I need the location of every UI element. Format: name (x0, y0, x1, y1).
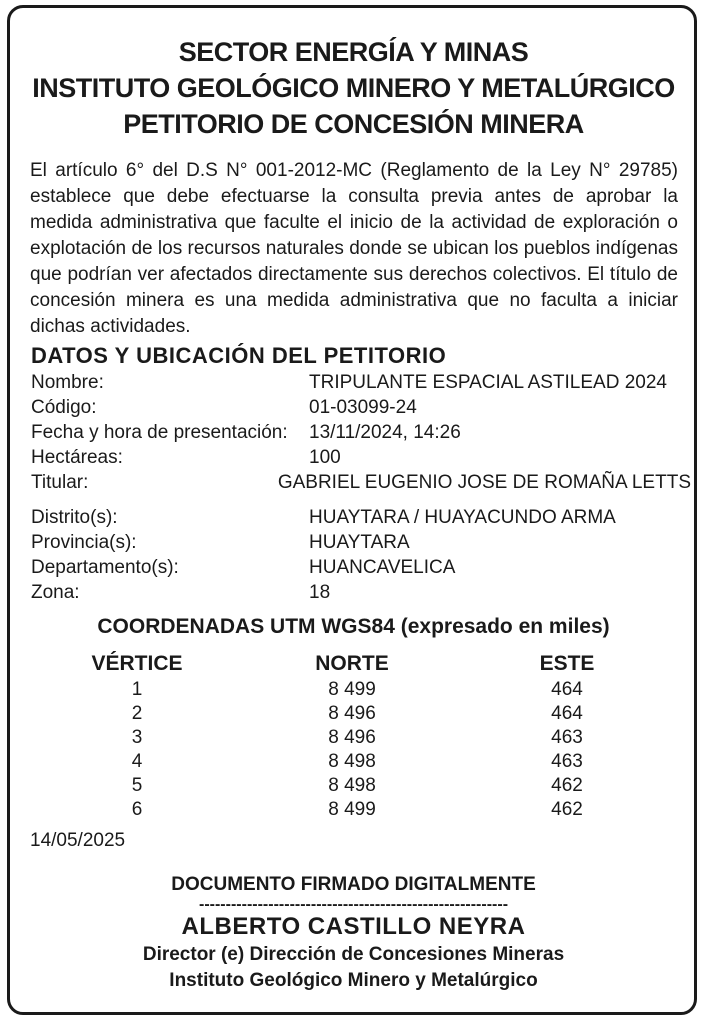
field-value: HUANCAVELICA (309, 557, 456, 578)
section-title: DATOS Y UBICACIÓN DEL PETITORIO (31, 343, 447, 368)
header-institute: INSTITUTO GEOLÓGICO MINERO Y METALÚRGICO (32, 73, 675, 103)
table-row (0, 750, 707, 774)
table-row (0, 678, 707, 702)
field-row-distrito (31, 505, 691, 530)
field-label: Código: (31, 397, 97, 418)
coordinates-header-row (0, 650, 707, 678)
field-row-hectareas (31, 445, 691, 470)
signer-institution: Instituto Geológico Minero y Metalúrgico (169, 970, 538, 991)
table-row (0, 774, 707, 798)
norte-cell: 8 496 (328, 703, 376, 724)
field-value: 18 (309, 582, 331, 603)
signature-line: ---------------------------------------------------------- (198, 898, 509, 912)
header-sector: SECTOR ENERGÍA Y MINAS (178, 37, 529, 67)
field-gap (31, 495, 691, 505)
signer-name: ALBERTO CASTILLO NEYRA (181, 913, 526, 940)
notice-header (0, 34, 707, 142)
field-label: Distrito(s): (31, 507, 118, 528)
vertice-cell: 4 (131, 751, 143, 772)
field-row-nombre (31, 370, 691, 395)
field-label: Zona: (31, 582, 80, 603)
vertice-cell: 2 (131, 703, 143, 724)
field-row-codigo (31, 395, 691, 420)
field-value: 01-03099-24 (309, 397, 417, 418)
field-label: Fecha y hora de presentación: (31, 422, 288, 443)
field-value: GABRIEL EUGENIO JOSE DE ROMAÑA LETTS (277, 472, 691, 493)
header-norte: NORTE (315, 652, 389, 675)
vertice-cell: 3 (131, 727, 143, 748)
header-vertice: VÉRTICE (91, 652, 183, 675)
norte-cell: 8 498 (328, 751, 376, 772)
norte-cell: 8 496 (328, 727, 376, 748)
este-cell: 462 (551, 775, 583, 796)
field-row-titular (31, 470, 691, 495)
signature-block (0, 872, 707, 994)
field-label: Titular: (31, 472, 89, 493)
field-row-departamento (31, 555, 691, 580)
table-row (0, 726, 707, 750)
header-petition-title: PETITORIO DE CONCESIÓN MINERA (123, 109, 584, 139)
field-value: 13/11/2024, 14:26 (309, 422, 461, 443)
field-row-provincia (31, 530, 691, 555)
field-label: Hectáreas: (31, 447, 123, 468)
este-cell: 464 (551, 703, 583, 724)
field-label: Departamento(s): (31, 557, 179, 578)
este-cell: 464 (551, 679, 583, 700)
vertice-cell: 5 (131, 775, 143, 796)
intro-paragraph: El artículo 6° del D.S N° 001-2012-MC (Reglamento de la Ley N° 29785) establece que debe efectuarse la consulta previa antes de aprobar la medida administrativa que faculte el inicio de la actividad de exploración o explotación de los recursos naturales donde se ubican los pueblos indígenas que podrían ver afectados directamente sus derechos colectivos. El título de concesión minera es una medida administrativa que no faculta a iniciar dichas actividades. (30, 160, 678, 337)
norte-cell: 8 499 (328, 799, 376, 820)
table-row (0, 798, 707, 822)
table-row (0, 702, 707, 726)
este-cell: 462 (551, 799, 583, 820)
publication-date: 14/05/2025 (30, 830, 126, 851)
este-cell: 463 (551, 727, 583, 748)
digitally-signed-label: DOCUMENTO FIRMADO DIGITALMENTE (171, 874, 536, 895)
field-value: HUAYTARA (309, 532, 410, 553)
vertice-cell: 1 (131, 679, 143, 700)
norte-cell: 8 498 (328, 775, 376, 796)
field-row-zona (31, 580, 691, 605)
norte-cell: 8 499 (328, 679, 376, 700)
field-label: Provincia(s): (31, 532, 137, 553)
vertice-cell: 6 (131, 799, 143, 820)
field-value: TRIPULANTE ESPACIAL ASTILEAD 2024 (309, 372, 667, 393)
field-row-fecha (31, 420, 691, 445)
field-value: HUAYTARA / HUAYACUNDO ARMA (309, 507, 616, 528)
header-este: ESTE (539, 652, 595, 675)
este-cell: 463 (551, 751, 583, 772)
field-label: Nombre: (31, 372, 104, 393)
signer-role: Director (e) Dirección de Concesiones Mineras (142, 944, 565, 965)
field-value: 100 (309, 447, 341, 468)
petition-fields (31, 370, 691, 605)
coordinates-table (0, 650, 707, 822)
coordinates-title: COORDENADAS UTM WGS84 (expresado en miles) (97, 615, 610, 638)
